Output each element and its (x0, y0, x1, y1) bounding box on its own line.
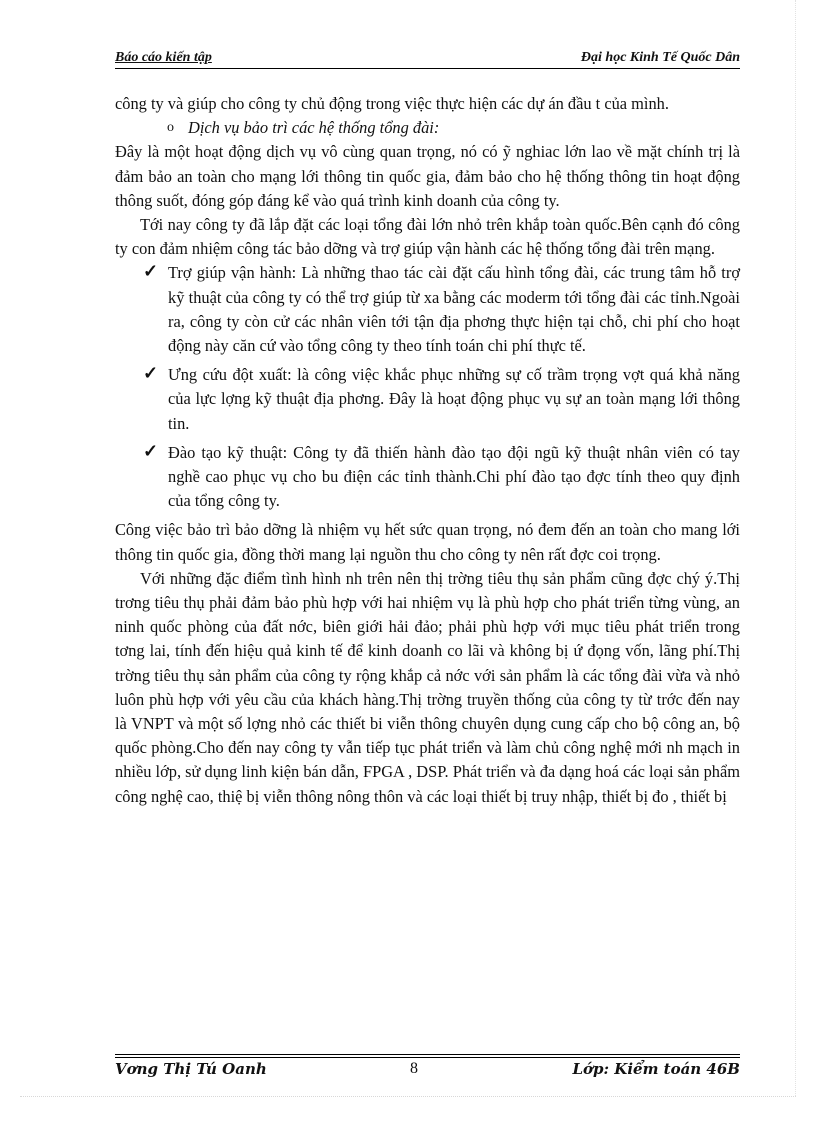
paragraph-installation: Tới nay công ty đã lắp đặt các loại tổng đài lớn nhỏ trên khắp toàn quốc.Bên cạnh đó công ty con đảm nhiệm công tác bảo dỡng và trợ giúp vận hành các hệ thống tổng đài trên mạng. (115, 215, 740, 259)
header-report-title: Báo cáo kiến tập (115, 50, 212, 65)
page-bottom-edge (20, 1096, 796, 1097)
page-number: 8 (410, 1060, 418, 1077)
service-list (115, 261, 740, 513)
list-item-text: Ưng cứu đột xuất: là công việc khắc phục những sự cố trầm trọng vợt quá khả năng của lực lợng kỹ thuật địa phơng. Đây là hoạt động phục vụ sự an toàn mạng lới thông tin. (168, 365, 740, 433)
list-item (115, 261, 740, 358)
checkmark-icon: ✓ (143, 363, 159, 384)
header-university: Đại học Kinh Tế Quốc Dân (580, 50, 740, 65)
circle-bullet-icon: o (167, 120, 174, 136)
sub-heading-text: Dịch vụ bảo trì các hệ thống tổng đài: (188, 118, 440, 138)
paragraph-market: Với những đặc điểm tình hình nh trên nên thị trờng tiêu thụ sản phẩm cũng đợc chý ý.Thị trơng tiêu thụ phải đảm bảo phù hợp với hai nhiệm vụ là phù hợp cho phát triển từng vùng, an ninh quốc phòng của đất nớc, biên giới hải đảo; phải phù hợp với mục tiêu phát triển trong tơng lai, tính đến hiệu quả kinh tế để kinh doanh co lãi và không bị ứ đọng vốn, lãng phí.Thị trờng tiêu thụ sản phẩm của công ty rộng khắp cả nớc với sản phẩm là các tổng đài vừa và nhỏ luôn phù hợp với yêu cầu của khách hàng.Thị trờng truyền thống của công ty từ trớc đến nay là VNPT và một số lợng nhỏ các thiết bi viễn thông chuyên dụng cung cấp cho bộ công an, bộ quốc phòng.Cho đến nay công ty vẫn tiếp tục phát triển và làm chủ công nghệ mới nh mạch in nhiều lớp, sử dụng linh kiện bán dẫn, FPGA , DSP. Phát triển và đa dạng hoá các loại sản phẩm công nghệ cao, thiệ bị viễn thông nông thôn và các loại thiết bị truy nhập, thiết bị đo , thiết bị (115, 568, 740, 806)
list-item (115, 363, 740, 436)
page-right-edge (795, 0, 796, 1096)
footer-divider (115, 1054, 740, 1058)
page-footer (115, 1060, 740, 1082)
sub-heading (115, 116, 740, 140)
page-header (115, 48, 740, 69)
page-content (115, 92, 740, 809)
footer-author: Vơng Thị Tú Oanh (115, 1060, 267, 1078)
paragraph-intro: công ty và giúp cho công ty chủ động trong việc thực hiện các dự án đầu t của mình. (115, 94, 669, 113)
list-item-text: Đào tạo kỹ thuật: Công ty đã thiến hành đào tạo đội ngũ kỹ thuật nhân viên có tay nghề cao phục vụ cho bu điện các tỉnh thành.Chi phí đào tạo đợc tính theo quy định của tổng công ty. (168, 442, 740, 511)
paragraph-conclusion: Công việc bảo trì bảo dỡng là nhiệm vụ hết sức quan trọng, nó đem đến an toàn cho mang lới thông tin quốc gia, đồng thời mang lại nguồn thu cho công ty nên rất đợc coi trọng. (115, 520, 740, 564)
checkmark-icon: ✓ (143, 440, 159, 461)
checkmark-icon: ✓ (143, 261, 159, 282)
paragraph-maintenance: Đây là một hoạt động dịch vụ vô cùng quan trọng, nó có ỹ nghiac lớn lao về mặt chính trị là đảm bảo an toàn cho mạng lới thông tin quốc gia, đảm bảo cho hệ thống thông tin hoạt động thông suốt, đóng góp đáng kể vào quá trình kinh doanh của công ty. (115, 142, 740, 210)
footer-class: Lớp: Kiểm toán 46B (572, 1060, 740, 1078)
list-item (115, 441, 740, 514)
list-item-text: Trợ giúp vận hành: Là những thao tác cài đặt cấu hình tổng đài, các trung tâm hỗ trợ kỹ thuật của công ty có thể trợ giúp từ xa bằng các moderm tới tổng đài các tỉnh.Ngoài ra, công ty còn cử các nhân viên tới tận địa phơng thực hiện tại chỗ, chi phí cho hoạt động này căn cứ vào tổng công ty theo tính toán chi phí thực tế. (168, 263, 740, 356)
